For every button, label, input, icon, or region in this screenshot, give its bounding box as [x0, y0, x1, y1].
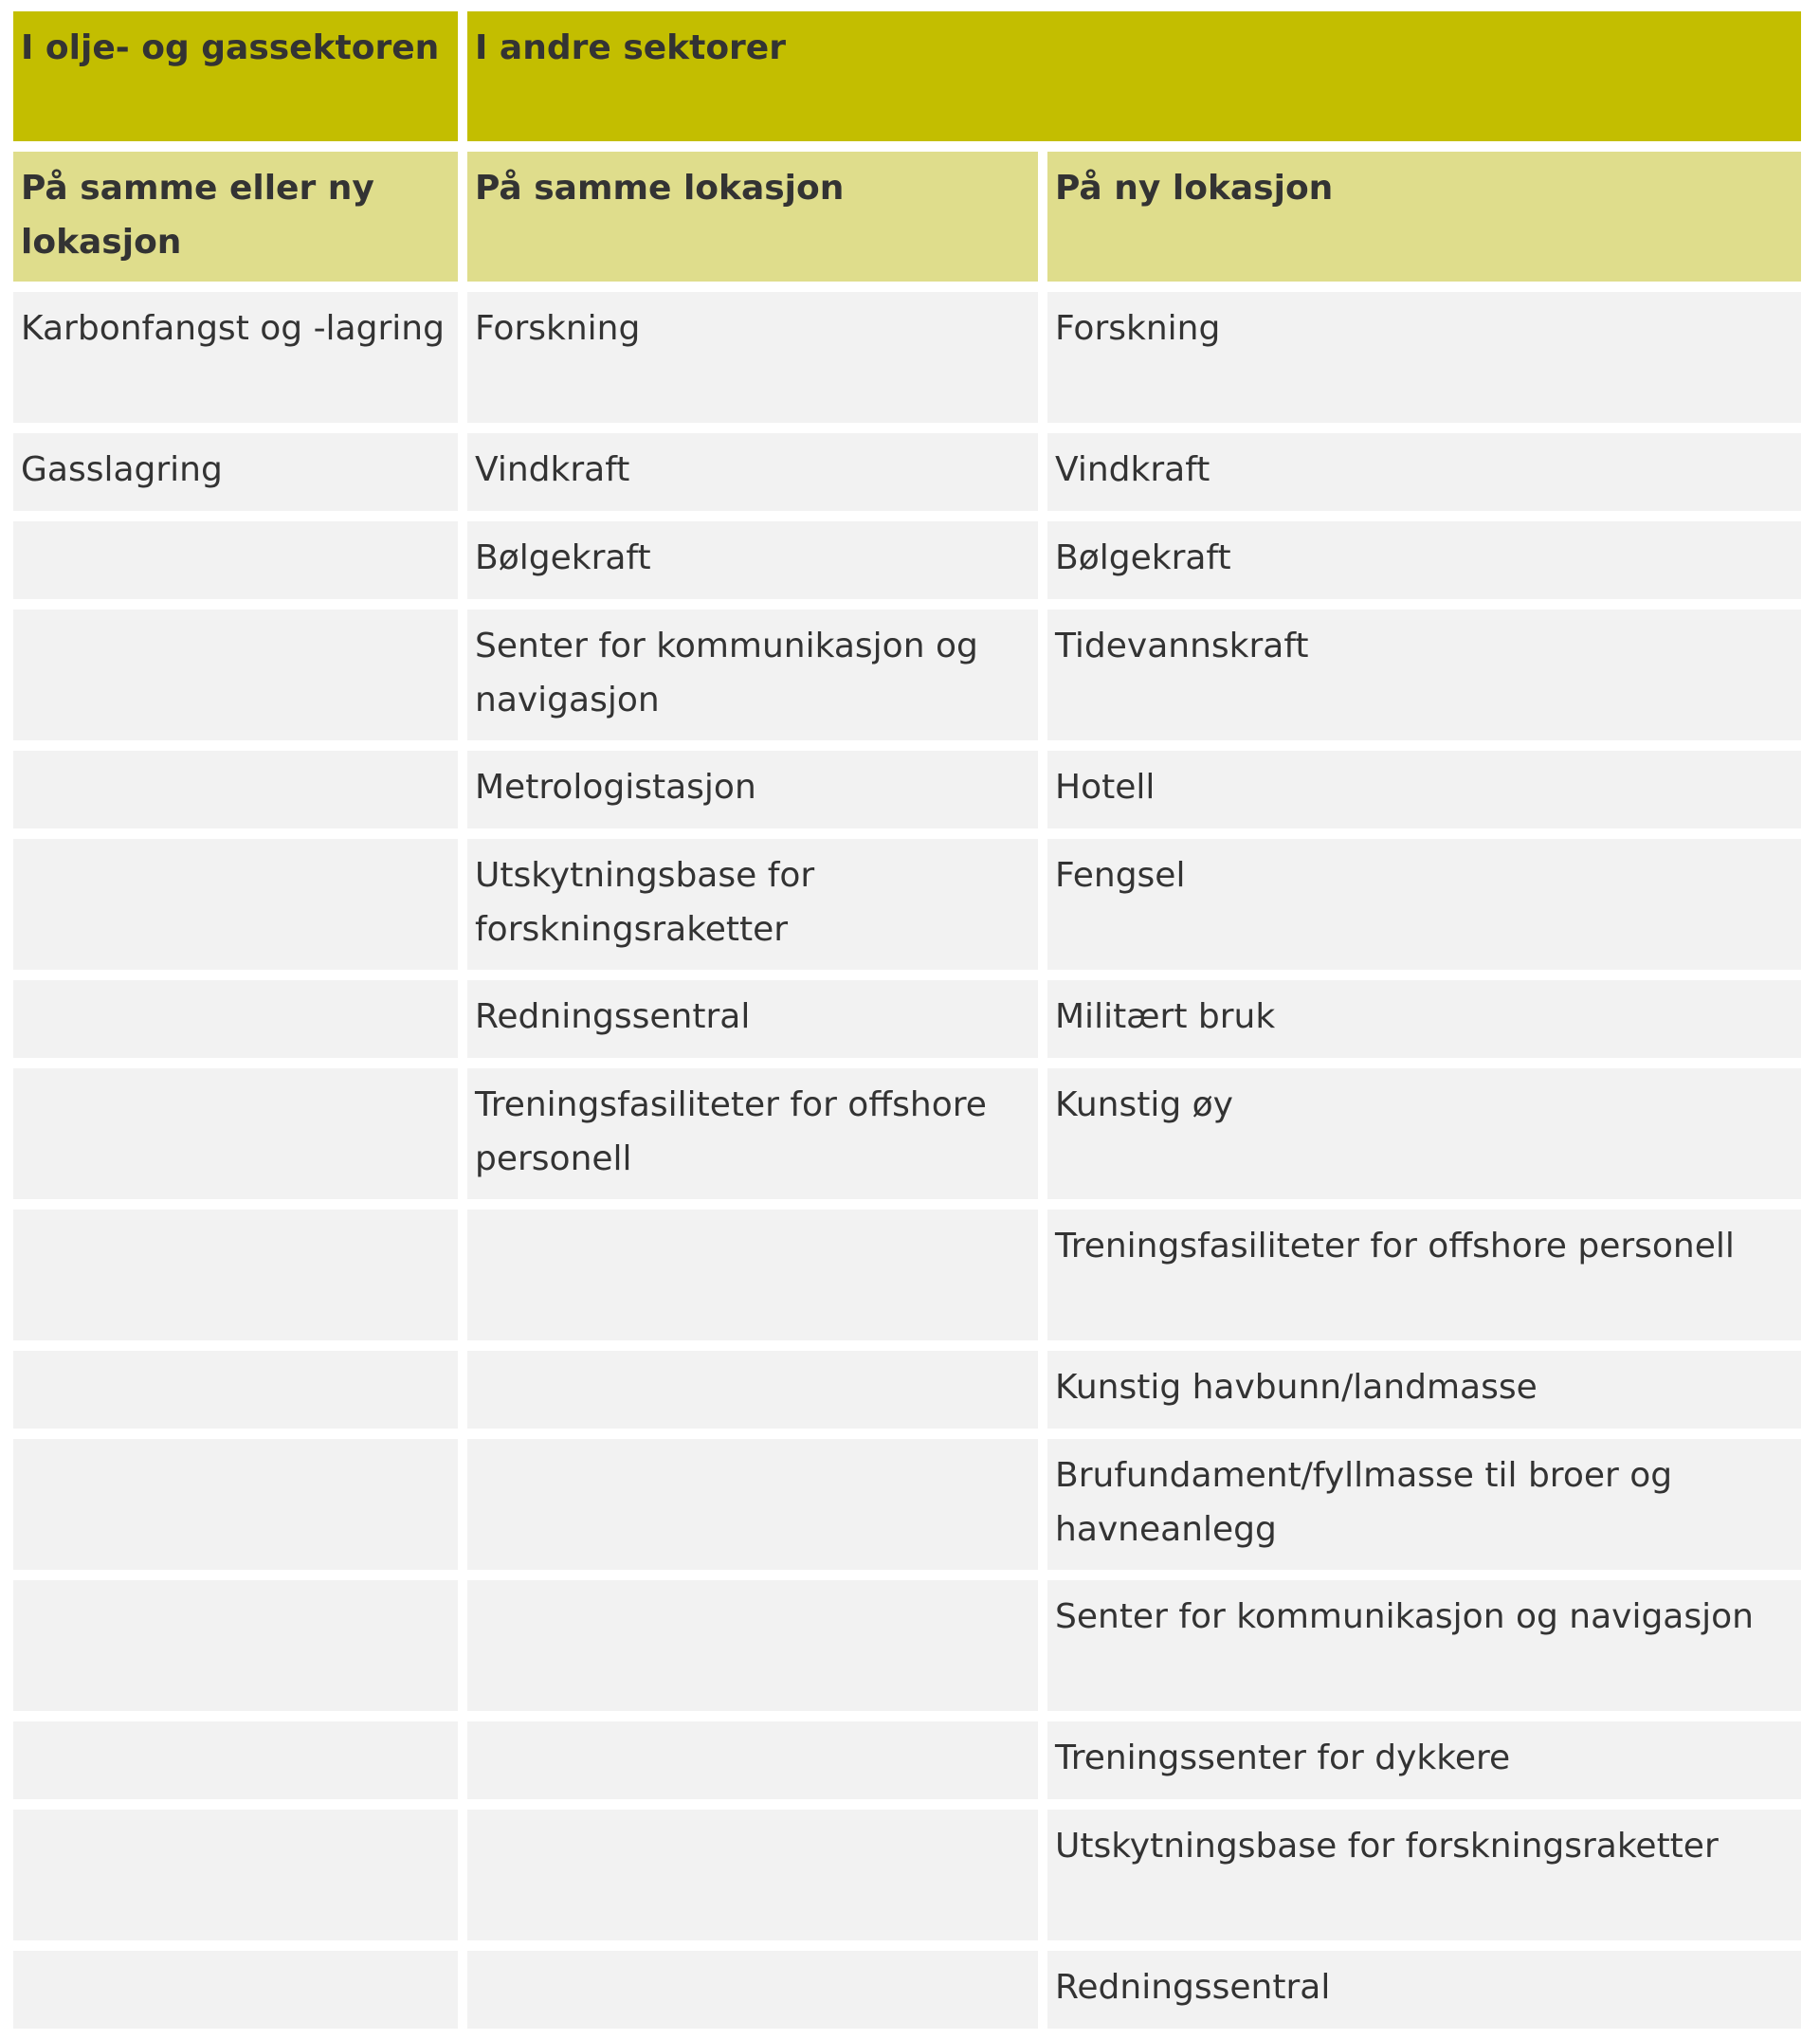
table-row: [13, 433, 1801, 511]
table-row: [13, 1068, 1801, 1199]
cell-new-location: Utskytningsbase for forskningsraketter: [1047, 1810, 1801, 1940]
cell-same-location: [467, 1351, 1038, 1429]
cell-same-location: [467, 1210, 1038, 1340]
cell-same-location: [467, 1721, 1038, 1799]
cell-same-location: Utskytningsbase for forskningsraketter: [467, 839, 1038, 970]
table-row: [13, 1721, 1801, 1799]
table-row: [13, 1351, 1801, 1429]
cell-same-location: [467, 1951, 1038, 2029]
reuse-options-table: [4, 1, 1811, 2039]
header-same-or-new-location: På samme eller ny lokasjon: [13, 152, 458, 282]
cell-same-location: [467, 1580, 1038, 1711]
cell-oil-gas: [13, 1810, 458, 1940]
cell-same-location: Bølgekraft: [467, 521, 1038, 599]
table-row: [13, 521, 1801, 599]
cell-new-location: Bølgekraft: [1047, 521, 1801, 599]
cell-new-location: Fengsel: [1047, 839, 1801, 970]
table-row: [13, 610, 1801, 740]
cell-same-location: Vindkraft: [467, 433, 1038, 511]
cell-oil-gas: [13, 1580, 458, 1711]
table-row: [13, 1810, 1801, 1940]
cell-new-location: Treningssenter for dykkere: [1047, 1721, 1801, 1799]
table-row: [13, 1951, 1801, 2029]
table-row: [13, 292, 1801, 423]
cell-new-location: Militært bruk: [1047, 980, 1801, 1058]
table-row: [13, 980, 1801, 1058]
cell-new-location: Kunstig havbunn/landmasse: [1047, 1351, 1801, 1429]
cell-same-location: Forskning: [467, 292, 1038, 423]
table-row: [13, 1210, 1801, 1340]
cell-same-location: Metrologistasjon: [467, 751, 1038, 828]
cell-oil-gas: [13, 1439, 458, 1570]
cell-oil-gas: [13, 839, 458, 970]
cell-new-location: Vindkraft: [1047, 433, 1801, 511]
cell-oil-gas: Gasslagring: [13, 433, 458, 511]
header-new-location: På ny lokasjon: [1047, 152, 1801, 282]
cell-new-location: Kunstig øy: [1047, 1068, 1801, 1199]
cell-oil-gas: [13, 521, 458, 599]
cell-same-location: Redningssentral: [467, 980, 1038, 1058]
cell-new-location: Forskning: [1047, 292, 1801, 423]
cell-oil-gas: [13, 610, 458, 740]
cell-new-location: Hotell: [1047, 751, 1801, 828]
table-row: [13, 751, 1801, 828]
header-oil-gas-sector: I olje- og gassektoren: [13, 11, 458, 141]
header-row-locations: [13, 152, 1801, 282]
cell-new-location: Redningssentral: [1047, 1951, 1801, 2029]
header-row-sectors: [13, 11, 1801, 141]
cell-oil-gas: [13, 1951, 458, 2029]
cell-oil-gas: Karbonfangst og -lagring: [13, 292, 458, 423]
cell-same-location: Treningsfasiliteter for offshore personell: [467, 1068, 1038, 1199]
cell-same-location: [467, 1439, 1038, 1570]
cell-oil-gas: [13, 1351, 458, 1429]
cell-new-location: Treningsfasiliteter for offshore personell: [1047, 1210, 1801, 1340]
header-other-sectors: I andre sektorer: [467, 11, 1801, 141]
cell-oil-gas: [13, 1210, 458, 1340]
cell-oil-gas: [13, 751, 458, 828]
cell-new-location: Senter for kommunikasjon og navigasjon: [1047, 1580, 1801, 1711]
header-same-location: På samme lokasjon: [467, 152, 1038, 282]
cell-same-location: Senter for kommunikasjon og navigasjon: [467, 610, 1038, 740]
cell-new-location: Brufundament/fyllmasse til broer og havneanlegg: [1047, 1439, 1801, 1570]
table-row: [13, 839, 1801, 970]
cell-oil-gas: [13, 980, 458, 1058]
cell-oil-gas: [13, 1721, 458, 1799]
cell-oil-gas: [13, 1068, 458, 1199]
cell-same-location: [467, 1810, 1038, 1940]
table-row: [13, 1580, 1801, 1711]
table-row: [13, 1439, 1801, 1570]
cell-new-location: Tidevannskraft: [1047, 610, 1801, 740]
